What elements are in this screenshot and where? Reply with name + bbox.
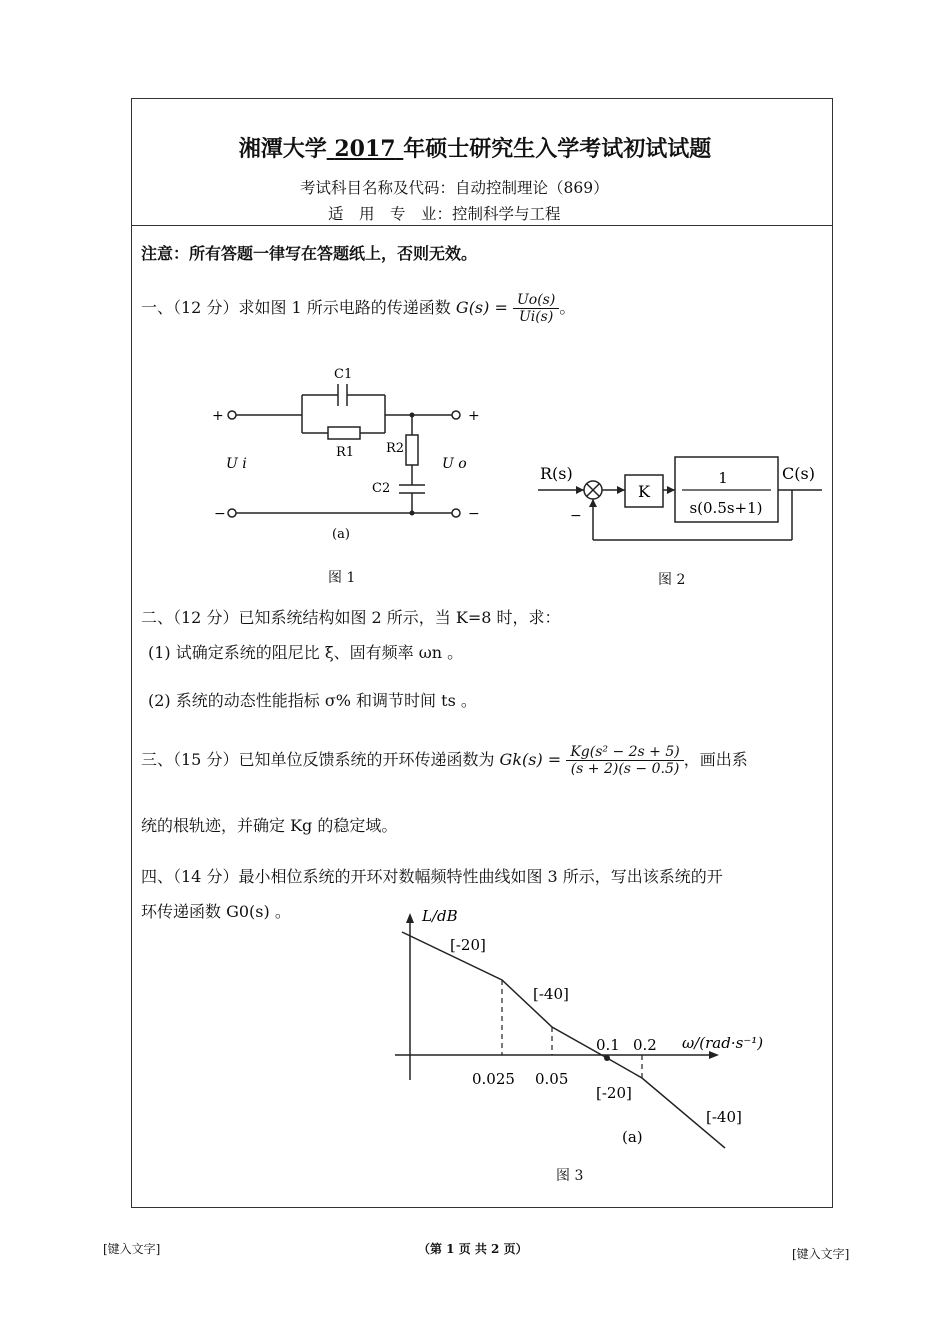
tick-0.025: 0.025: [472, 1070, 515, 1088]
label-ui: U i: [226, 456, 247, 472]
slope-label-4: [-40]: [706, 1108, 742, 1126]
slope-label-2: [-40]: [533, 985, 569, 1003]
figure-1-circuit: [200, 360, 500, 550]
footer-left: [键入文字]: [103, 1242, 161, 1256]
page-number: （第 1 页 共 2 页）: [418, 1242, 528, 1256]
tick-0.2: 0.2: [633, 1036, 657, 1054]
question-2: 二、（12 分）已知系统结构如图 2 所示，当 K=8 时，求：: [141, 608, 561, 627]
y-axis-label: L/dB: [422, 907, 458, 925]
input-label: R(s): [540, 464, 573, 483]
subject-line: 考试科目名称及代码：自动控制理论（869）: [300, 179, 609, 197]
summing-minus: −: [570, 508, 582, 524]
tf-numerator: 1: [718, 469, 728, 487]
tick-0.05: 0.05: [535, 1070, 569, 1088]
question-3: 三、（15 分）已知单位反馈系统的开环传递函数为 Gk(s) = $\frac{\text{Kg(s² − 2s + 5)}}{(s + 2)(s - 0.5)}$ ，画出系: [141, 744, 748, 777]
plus-left: +: [212, 408, 224, 424]
question-2-item-2: (2) 系统的动态性能指标 σ% 和调节时间 ts 。: [148, 691, 477, 710]
minus-right: −: [468, 506, 480, 522]
slope-label-1: [-20]: [450, 936, 486, 954]
major-line: 适 用 专 业：控制科学与工程: [328, 205, 561, 223]
tf-denominator: s(0.5s+1): [689, 499, 763, 517]
label-uo: U o: [442, 456, 467, 472]
question-1: 一、（12 分）求如图 1 所示电路的传递函数 G(s) = $\frac{Uo(s)}{Ui(s)}$ 。: [141, 292, 576, 325]
figure-3-caption: 图 3: [556, 1168, 584, 1184]
question-3-line-2: 统的根轨迹，并确定 Kg 的稳定域。: [141, 816, 398, 835]
slope-label-3: [-20]: [596, 1084, 632, 1102]
output-label: C(s): [782, 464, 815, 483]
minus-left: −: [214, 506, 226, 522]
figure-2-caption: 图 2: [658, 572, 686, 588]
gain-block: K: [638, 482, 650, 501]
label-c2: C2: [372, 481, 391, 496]
tick-0.1: 0.1: [596, 1036, 620, 1054]
label-r2: R2: [386, 441, 405, 456]
figure-3-bode-plot: [370, 905, 790, 1155]
footer-right: [键入文字]: [792, 1247, 850, 1261]
figure-2-block-diagram: [530, 445, 830, 550]
notice: 注意：所有答题一律写在答题纸上，否则无效。: [141, 244, 478, 263]
figure-1-caption: 图 1: [328, 570, 356, 586]
question-4-line-2: 环传递函数 G0(s) 。: [141, 902, 291, 921]
exam-title: 湘潭大学 2017 年硕士研究生入学考试初试试题: [238, 136, 712, 162]
question-4-line-1: 四、（14 分）最小相位系统的开环对数幅频特性曲线如图 3 所示，写出该系统的开: [141, 867, 723, 886]
x-axis-label: ω/(rad·s⁻¹): [682, 1034, 764, 1052]
question-2-item-1: (1) 试确定系统的阻尼比 ξ、固有频率 ωn 。: [148, 643, 464, 662]
label-r1: R1: [336, 445, 355, 460]
figure-1-sub: (a): [332, 527, 350, 542]
label-c1: C1: [334, 367, 353, 382]
figure-3-sub: (a): [622, 1128, 643, 1146]
header-divider: [131, 225, 833, 226]
plus-right: +: [468, 408, 480, 424]
